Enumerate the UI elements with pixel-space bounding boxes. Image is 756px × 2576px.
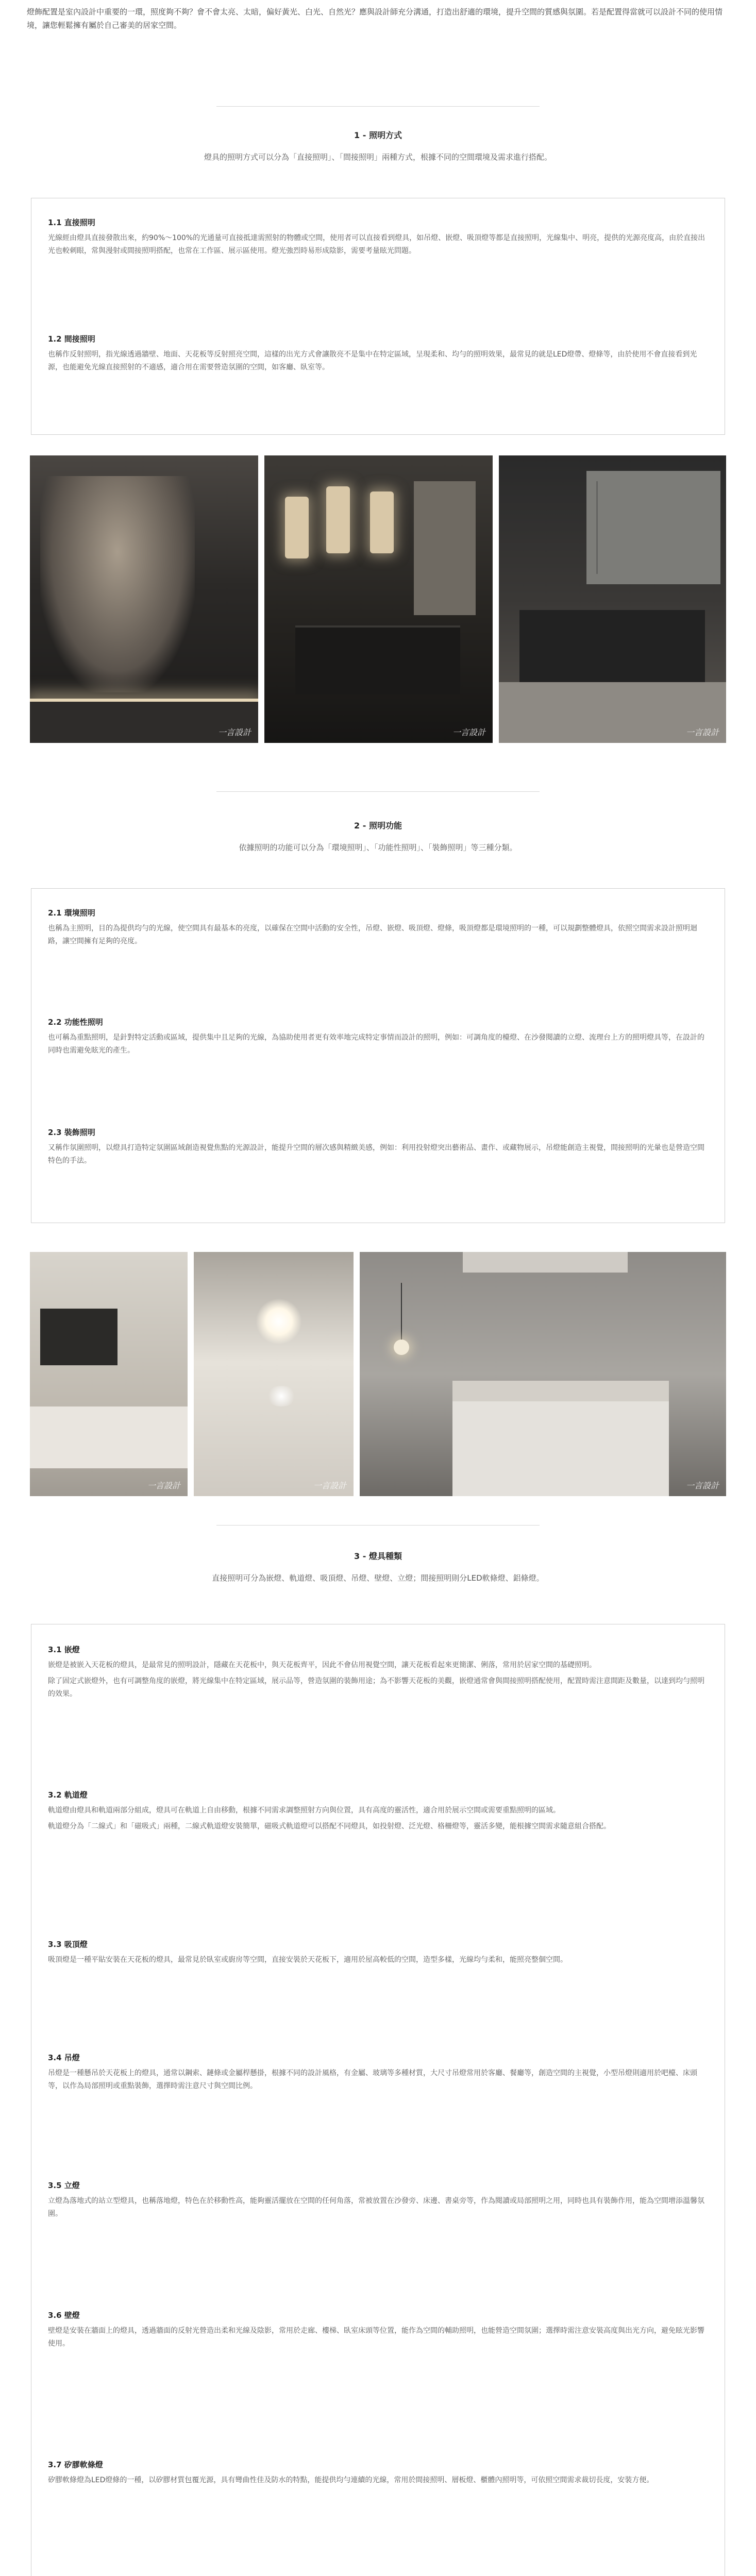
item-text: 嵌燈是被嵌入天花板的燈具，是最常見的照明設計，隱藏在天花板中，與天花板齊平，因此不會佔用視覺空間，讓天花板看起來更簡潔、俐落，常用於居家空間的基礎照明。	[48, 1661, 596, 1669]
item-title: 3.2 軌道燈	[48, 1790, 88, 1800]
list-item	[48, 333, 708, 377]
watermark: 一言設計	[217, 727, 251, 737]
list-item	[48, 2310, 708, 2353]
interior-photo-bedroom	[360, 1252, 726, 1496]
divider	[216, 106, 540, 107]
item-title: 2.1 環境照明	[48, 908, 95, 918]
watermark: 一言設計	[313, 1481, 346, 1490]
item-title: 3.7 矽膠軟條燈	[48, 2460, 103, 2469]
item-title: 3.3 吸頂燈	[48, 1940, 88, 1949]
section-subtitle: 燈具的照明方式可以分為「直接照明」、「間接照明」兩種方式，根據不同的空間環境及需求進行搭配。	[204, 152, 552, 162]
list-item	[48, 2459, 708, 2490]
list-item	[48, 1644, 708, 1704]
item-title: 3.6 壁燈	[48, 2311, 80, 2320]
item-text: 立燈為落地式的站立型燈具，也稱落地燈，特色在於移動性高，能夠靈活擺放在空間的任何角落，常被放置在沙發旁、床邊、書桌旁等，作為閱讀或局部照明之用，同時也具有裝飾作用，能為空間增添溫馨氛圍。	[48, 2197, 704, 2218]
item-title: 1.2 間接照明	[48, 334, 95, 344]
list-item	[48, 2052, 708, 2096]
list-item	[48, 2180, 708, 2224]
item-text: 也稱為主照明，目的為提供均勻的光線，使空間具有最基本的亮度，以確保在空間中活動的安全性，吊燈、嵌燈、吸頂燈、燈條，吸頂燈都是環境照明的一種，可以規劃整體燈具，依照空間需求設計照明迴路，讓空間擁有足夠的亮度。	[48, 924, 697, 945]
watermark: 一言設計	[685, 727, 719, 737]
interior-photo-ceiling	[194, 1252, 354, 1496]
divider	[216, 791, 540, 792]
section-title: 3 - 燈具種類	[354, 1551, 402, 1561]
section-subtitle: 依據照明的功能可以分為「環境照明」、「功能性照明」、「裝飾照明」等三種分類。	[239, 843, 517, 852]
item-text: 矽膠軟條燈為LED燈條的一種，以矽膠材質包覆光源，具有彎曲性佳及防水的特點，能提供均勻連續的光線，常用於間接照明、層板燈、櫃體內照明等，可依照空間需求裁切長度，安裝方便。	[48, 2476, 654, 2484]
item-title: 3.4 吊燈	[48, 2053, 80, 2062]
item-title: 3.1 嵌燈	[48, 1645, 80, 1654]
content-box	[31, 198, 725, 435]
interior-photo-dining	[264, 455, 493, 743]
watermark: 一言設計	[147, 1481, 180, 1490]
interior-photo-lounge	[499, 455, 726, 743]
interior-photo-corridor	[30, 455, 258, 743]
content-box	[31, 1624, 725, 2576]
section-title: 2 - 照明功能	[354, 821, 402, 831]
section-subtitle: 直接照明可分為嵌燈、軌道燈、吸頂燈、吊燈、壁燈、立燈；間接照明則分LED軟條燈、鋁條燈。	[212, 1573, 544, 1583]
list-item	[48, 217, 708, 261]
watermark: 一言設計	[685, 1481, 719, 1490]
item-text: 壁燈是安裝在牆面上的燈具，透過牆面的反射光營造出柔和光線及陰影，常用於走廊、樓梯、臥室床頭等位置，能作為空間的輔助照明，也能營造空間氛圍；選擇時需注意安裝高度與出光方向，避免眩光影響使用。	[48, 2327, 704, 2348]
interior-photo-living	[30, 1252, 188, 1496]
item-title: 2.3 裝飾照明	[48, 1128, 95, 1137]
item-title: 3.5 立燈	[48, 2181, 80, 2190]
item-title: 2.2 功能性照明	[48, 1018, 103, 1027]
list-item	[48, 907, 708, 951]
list-item	[48, 1789, 708, 1836]
item-title: 1.1 直接照明	[48, 218, 95, 227]
item-text: 吸頂燈是一種平貼安裝在天花板的燈具，最常見於臥室或廚房等空間，直接安裝於天花板下，適用於屋高較低的空間，造型多樣，光線均勻柔和，能照亮整個空間。	[48, 1956, 567, 1964]
intro-paragraph: 燈飾配置是室內設計中重要的一環，照度夠不夠？會不會太亮、太暗，偏好黃光、白光、自然光？應與設計師充分溝通，打造出舒適的環境，提升空間的質感與氛圍。若是配置得當就可以設計不同的使用情境，讓您輕鬆擁有屬於自己審美的居家空間。	[27, 7, 723, 30]
item-text: 也稱作反射照明，指光線透過牆壁、地面、天花板等反射照亮空間，這樣的出光方式會讓散亮不是集中在特定區域，呈現柔和、均勻的照明效果，最常見的就是LED燈帶、燈條等，由於使用不會直接看到光源，也能避免光線直接照射的不適感，適合用在需要營造氛圍的空間，如客廳、臥室等。	[48, 350, 697, 371]
list-item	[48, 1016, 708, 1060]
item-text: 軌道燈由燈具和軌道兩部分組成，燈具可在軌道上自由移動，根據不同需求調整照射方向與位置，具有高度的靈活性，適合用於展示空間或需要重點照明的區域。	[48, 1806, 560, 1815]
item-text: 除了固定式嵌燈外，也有可調整角度的嵌燈，將光線集中在特定區域，展示品等，營造氛圍的裝飾用途；為不影響天花板的美觀，嵌燈通常會與間接照明搭配使用，配置時需注意間距及數量，以達到均勻照明的效果。	[48, 1677, 704, 1698]
list-item	[48, 1939, 708, 1970]
content-box	[31, 888, 725, 1223]
item-text: 又稱作氛圍照明，以燈具打造特定氛圍區域創造視覺焦點的光源設計，能提升空間的層次感與精緻美感，例如：利用投射燈突出藝術品、畫作、或藏物展示，吊燈能創造主視覺，間接照明的光暈也是營造空間特色的手法。	[48, 1144, 704, 1165]
section-title: 1 - 照明方式	[354, 130, 402, 140]
watermark: 一言設計	[452, 727, 485, 737]
item-text: 吊燈是一種懸吊於天花板上的燈具，通常以鋼索、鏈條或金屬桿懸掛，根據不同的設計風格，有金屬、玻璃等多種材質，大尺寸吊燈常用於客廳、餐廳等，創造空間的主視覺，小型吊燈則適用於吧檯、床頭等，以作為局部照明或重點裝飾，選擇時需注意尺寸與空間比例。	[48, 2069, 697, 2090]
list-item	[48, 1127, 708, 1171]
item-text: 光線經由燈具直接發散出來，約90%～100%的光通量可直接抵達需照射的物體或空間，使用者可以直接看到燈具，如吊燈、嵌燈、吸頂燈等都是直接照明，光線集中、明亮，提供的光源亮度高，由於直接出光也較刺眼，常與漫射或間接照明搭配，也常在工作區、展示區使用。燈光強烈時易形成陰影，需要考量眩光問題。	[48, 234, 705, 255]
divider	[216, 1525, 540, 1526]
item-text: 軌道燈分為「二線式」和「磁吸式」兩種，二線式軌道燈安裝簡單，磁吸式軌道燈可以搭配不同燈具，如投射燈、泛光燈、格柵燈等，靈活多變，能根據空間需求隨意組合搭配。	[48, 1822, 611, 1831]
item-text: 也可稱為重點照明，是針對特定活動或區域，提供集中且足夠的光線，為協助使用者更有效率地完成特定事情而設計的照明，例如：可調角度的檯燈、在沙發閱讀的立燈、流理台上方的照明燈具等，在設計的同時也需避免眩光的產生。	[48, 1033, 704, 1055]
